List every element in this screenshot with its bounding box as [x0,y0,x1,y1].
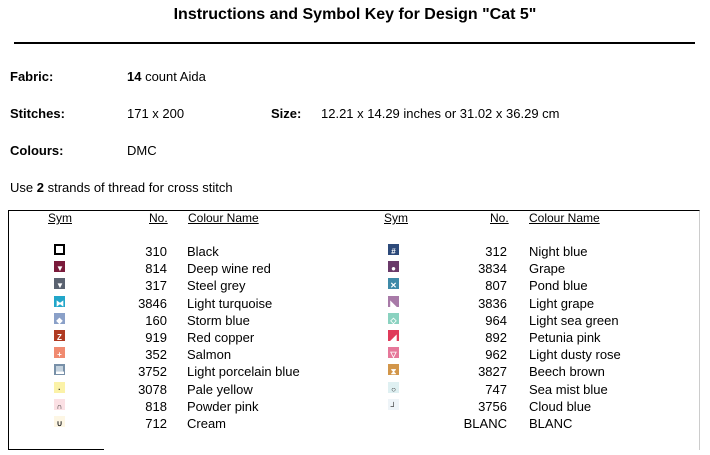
colour-name: Light porcelain blue [187,364,300,380]
dmc-number: 712 [145,416,167,431]
dmc-number: 818 [145,398,167,414]
colour-name: Light dusty rose [529,347,621,363]
colour-name: BLANC [529,416,573,431]
title-rule [14,42,695,44]
dmc-number: 747 [485,381,507,397]
colour-name: Night blue [529,244,588,259]
key-row-right [0,364,710,381]
symbol-swatch-icon: ◢ [388,330,399,341]
page-title: Instructions and Symbol Key for Design "Cat 5" [173,6,537,23]
colours-value: DMC [127,143,157,158]
stitches-value: 171 x 200 [127,106,185,121]
colour-name: Light sea green [529,312,619,328]
colour-name: Black [187,244,219,259]
dmc-number: 807 [485,278,507,294]
symbol-swatch-icon: ▬ [54,364,65,375]
key-row-right [0,244,710,261]
dmc-number: 892 [485,330,507,345]
strands-pre: Use [10,180,37,195]
dmc-number: 919 [145,330,167,345]
fabric-label: Fabric: [10,69,54,84]
colour-name: Deep wine red [187,261,271,277]
table-bottom-rule [8,449,104,450]
colour-name: Red copper [187,330,255,345]
symbol-swatch-icon: ● [388,261,399,272]
colour-name: Light turquoise [187,295,273,311]
size-value: 12.21 x 14.29 inches or 31.02 x 36.29 cm [321,106,560,121]
dmc-number: 3827 [478,364,507,380]
colours-label: Colours: [10,143,64,158]
key-row-right [0,399,710,416]
key-row-right [0,278,710,295]
header-sym-left: Sym [48,211,72,225]
key-row-right [0,313,710,330]
dmc-number: 964 [485,312,507,328]
dmc-number: 3756 [478,398,507,414]
dmc-number: 3834 [478,261,507,277]
symbol-swatch-icon: ⧗ [388,364,399,375]
symbol-swatch-icon: ∪ [54,416,65,427]
symbol-swatch-icon: ◣ [388,296,399,307]
colour-name: Grape [529,261,566,277]
symbol-swatch-icon: ◆ [54,313,65,324]
stitches-label: Stitches: [10,106,65,121]
colour-name: Sea mist blue [529,381,608,397]
dmc-number: 3836 [478,295,507,311]
colour-name: Petunia pink [529,330,601,345]
colour-name: Pond blue [529,278,588,294]
symbol-swatch-icon: + [54,347,65,358]
dmc-number: 352 [145,347,167,363]
key-row-right [0,261,710,278]
dmc-number: 962 [485,347,507,363]
header-no-left: No. [149,211,168,225]
symbol-swatch-icon: ○ [388,382,399,393]
dmc-number: 317 [145,278,167,294]
colour-name: Steel grey [187,278,246,294]
colour-name: Powder pink [187,398,259,414]
fabric-type: count Aida [141,69,206,84]
header-no-right: No. [490,211,509,225]
symbol-swatch-icon: ▼ [54,261,65,272]
symbol-swatch-icon: ▼ [54,278,65,289]
size-label: Size: [271,106,302,121]
colour-name: Cream [187,416,227,431]
colour-name: Light grape [529,295,595,311]
key-row-right [0,330,710,347]
strands-note [10,180,233,195]
dmc-number: 3078 [138,381,167,397]
header-name-left: Colour Name [188,211,259,225]
symbol-swatch-icon: ⧓ [54,296,65,307]
dmc-number: BLANC [463,416,507,431]
symbol-swatch-icon: ▽ [388,347,399,358]
strands-num: 2 [36,180,44,195]
dmc-number: 312 [485,244,507,259]
symbol-swatch-icon: ∩ [54,399,65,410]
dmc-number: 3846 [138,295,167,311]
key-row-right [0,416,710,433]
symbol-swatch-icon: # [388,244,399,255]
fabric-count: 14 [127,69,142,84]
symbol-swatch-icon: · [54,382,65,393]
colour-name: Beech brown [529,364,605,380]
symbol-swatch-icon: ┘ [388,399,399,410]
dmc-number: 160 [145,312,167,328]
symbol-swatch-icon: ✕ [388,278,399,289]
header-name-right: Colour Name [529,211,600,225]
key-row-right [0,382,710,399]
dmc-number: 814 [145,261,167,277]
symbol-swatch-icon: ◇ [388,313,399,324]
symbol-swatch-icon: Z [54,330,65,341]
fabric-value [127,69,206,84]
colour-name: Salmon [187,347,232,363]
colour-name: Storm blue [187,312,250,328]
strands-post: strands of thread for cross stitch [43,180,233,195]
dmc-number: 310 [145,244,167,259]
key-row-right [0,347,710,364]
colour-name: Pale yellow [187,381,253,397]
colour-name: Cloud blue [529,398,592,414]
symbol-swatch-icon [388,416,399,427]
dmc-number: 3752 [138,364,167,380]
key-row-right [0,296,710,313]
header-sym-right: Sym [384,211,408,225]
